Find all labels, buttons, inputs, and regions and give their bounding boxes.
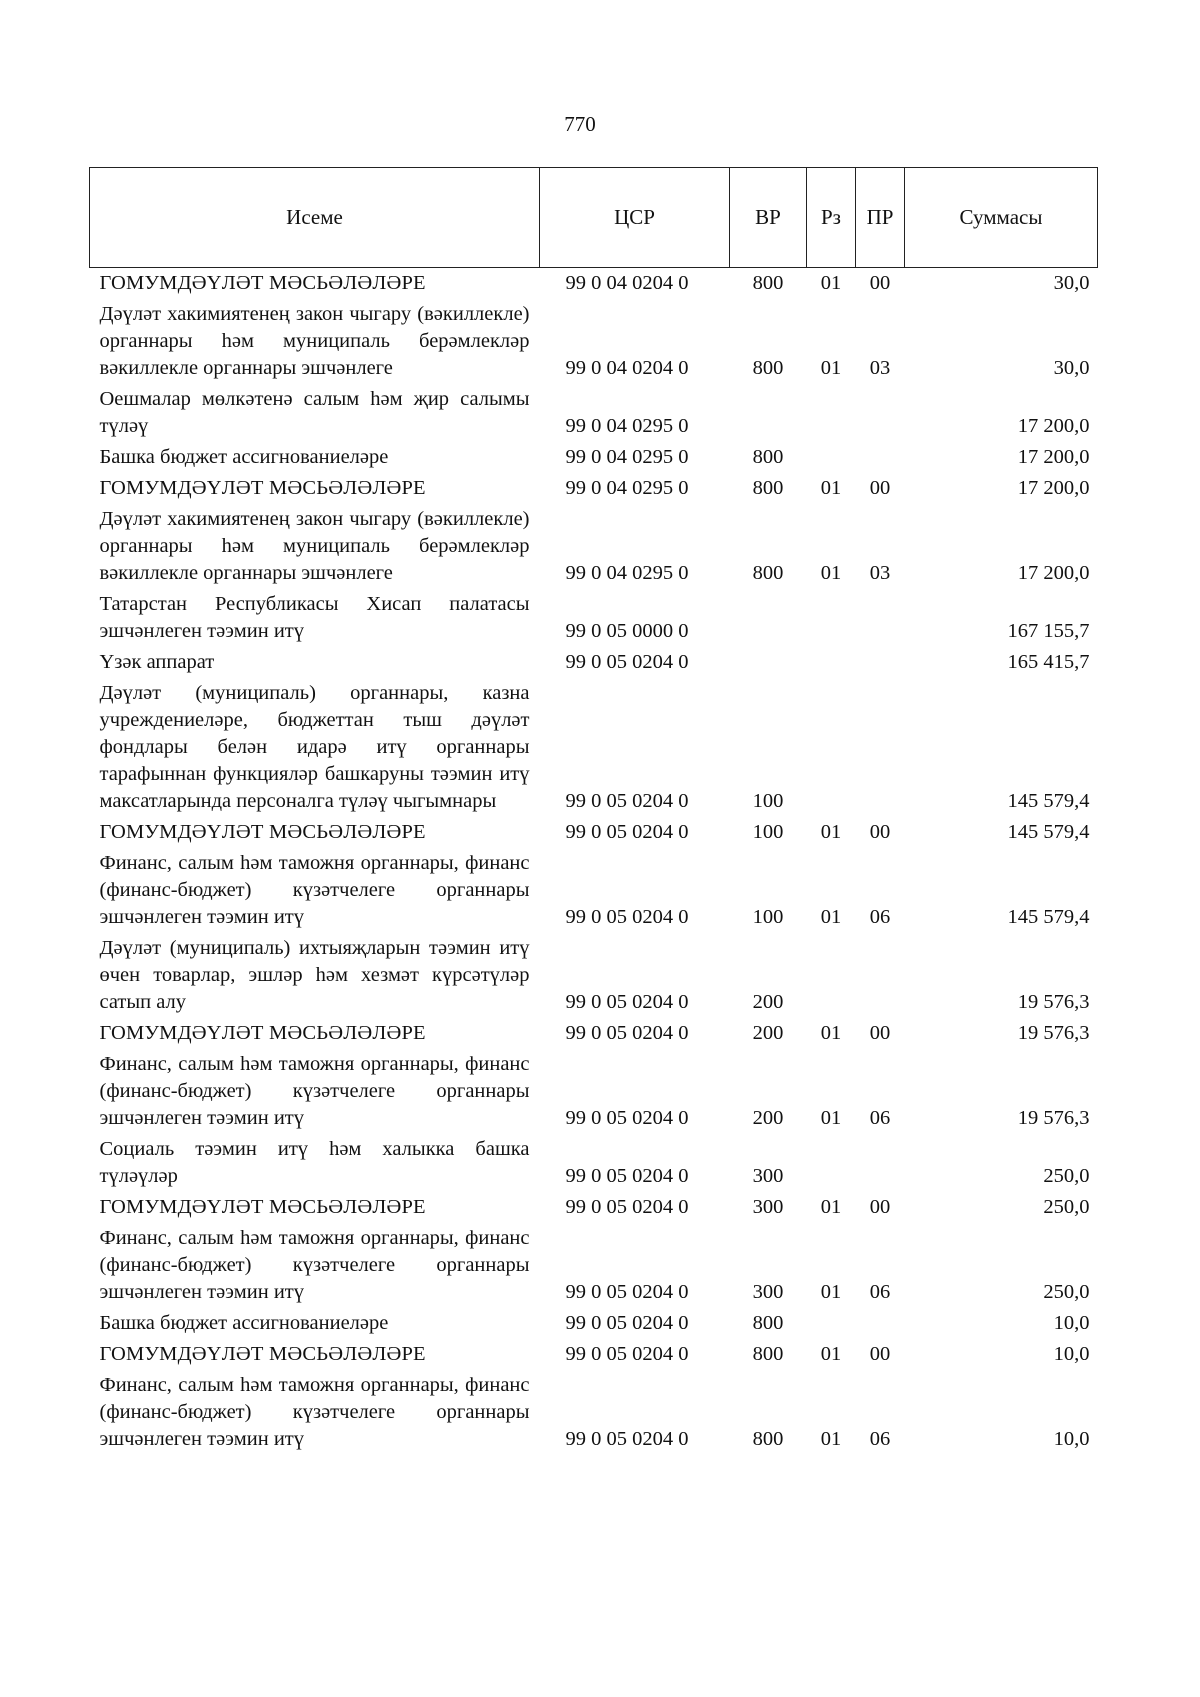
cell-pr: 00: [856, 268, 905, 300]
cell-sum: 10,0: [1053, 1343, 1090, 1365]
table-row: [90, 1308, 1098, 1339]
cell-csr: 99 0 04 0295 0: [565, 477, 689, 499]
cell-vr: 200: [752, 991, 784, 1013]
cell-csr: 99 0 05 0204 0: [565, 1281, 689, 1303]
cell-vr: 300: [752, 1165, 784, 1187]
cell-rz: 01: [820, 562, 842, 584]
cell-rz: [807, 933, 856, 1018]
cell-vr: 300: [752, 1196, 784, 1218]
cell-pr: [856, 1134, 905, 1192]
cell-name: Финанс, салым һәм таможня органнары, финанс (финанс-бюджет) күзәтчелеге органнары эшчәнлеген тәэмин итү: [99, 852, 530, 928]
table-row: [90, 299, 1098, 384]
cell-name: Башка бюджет ассигнованиеләре: [99, 446, 389, 468]
cell-pr: 00: [869, 1022, 891, 1044]
budget-table-container: [89, 167, 1097, 1455]
cell-pr: [856, 589, 905, 647]
cell-rz: 01: [820, 357, 842, 379]
cell-pr: [856, 1308, 905, 1339]
table-row: [90, 589, 1098, 647]
cell-vr: 200: [752, 1107, 784, 1129]
cell-sum: 30,0: [1053, 357, 1090, 379]
cell-name: Үзәк аппарат: [99, 651, 215, 673]
cell-pr: 03: [869, 562, 891, 584]
table-row: [90, 1134, 1098, 1192]
cell-vr: 800: [752, 1428, 784, 1450]
cell-name: Дәүләт хакимиятенең закон чыгару (вәкиллекле) органнары һәм муниципаль берәмлекләр вәкиллекле органнары эшчәнлеге: [99, 508, 530, 584]
cell-rz: 01: [820, 1281, 842, 1303]
cell-sum: 250,0: [1043, 1281, 1090, 1303]
budget-table: [89, 167, 1098, 1455]
cell-pr: [856, 647, 905, 678]
cell-sum: 17 200,0: [1017, 446, 1090, 468]
cell-rz: 01: [820, 1196, 842, 1218]
cell-pr: 06: [869, 1428, 891, 1450]
cell-csr: 99 0 05 0204 0: [565, 991, 689, 1013]
cell-vr: 800: [752, 562, 784, 584]
cell-name: ГОМУМДӘҮЛӘТ МӘСЬӘЛӘЛӘРЕ: [99, 1022, 426, 1044]
header-csr: ЦСР: [540, 168, 730, 268]
cell-csr: 99 0 05 0204 0: [565, 790, 689, 812]
cell-vr: [730, 384, 807, 442]
cell-pr: 03: [869, 357, 891, 379]
cell-pr: 00: [869, 1343, 891, 1365]
header-vr: ВР: [730, 168, 807, 268]
cell-vr: 800: [752, 357, 784, 379]
cell-csr: 99 0 04 0204 0: [540, 268, 730, 300]
cell-rz: [807, 678, 856, 817]
cell-pr: 06: [869, 1281, 891, 1303]
cell-vr: 800: [752, 1343, 784, 1365]
cell-name: Оешмалар мөлкәтенә салым һәм җир салымы түләү: [99, 388, 530, 437]
table-body: [90, 268, 1098, 1456]
cell-sum: 19 576,3: [1017, 1022, 1090, 1044]
table-row: [90, 647, 1098, 678]
cell-name: Финанс, салым һәм таможня органнары, финанс (финанс-бюджет) күзәтчелеге органнары эшчәнлеген тәэмин итү: [99, 1053, 530, 1129]
cell-sum: 250,0: [1043, 1196, 1090, 1218]
cell-csr: 99 0 05 0000 0: [565, 620, 689, 642]
cell-pr: 00: [869, 821, 891, 843]
cell-vr: 800: [752, 477, 784, 499]
page-number: 770: [564, 112, 596, 136]
table-row: [90, 848, 1098, 933]
table-row: [90, 268, 1098, 300]
cell-name: Социаль тәэмин итү һәм халыкка башка түләүләр: [99, 1138, 530, 1187]
table-row: [90, 1370, 1098, 1455]
cell-rz: [807, 589, 856, 647]
table-row: [90, 473, 1098, 504]
cell-vr: 100: [752, 821, 784, 843]
table-header: [90, 168, 1098, 268]
cell-pr: [856, 933, 905, 1018]
cell-rz: 01: [820, 821, 842, 843]
cell-csr: 99 0 05 0204 0: [565, 1107, 689, 1129]
header-name: Исеме: [90, 168, 540, 268]
cell-sum: 19 576,3: [1017, 991, 1090, 1013]
cell-name: Башка бюджет ассигнованиеләре: [99, 1312, 389, 1334]
cell-vr: 200: [752, 1022, 784, 1044]
cell-sum: 145 579,4: [1007, 906, 1090, 928]
cell-vr: 800: [752, 446, 784, 468]
cell-pr: [856, 678, 905, 817]
cell-rz: [807, 442, 856, 473]
cell-rz: 01: [820, 906, 842, 928]
cell-csr: 99 0 05 0204 0: [565, 1165, 689, 1187]
cell-pr: 06: [869, 1107, 891, 1129]
cell-vr: 300: [752, 1281, 784, 1303]
cell-rz: [807, 1308, 856, 1339]
cell-rz: 01: [820, 1022, 842, 1044]
cell-pr: 00: [869, 1196, 891, 1218]
cell-name: ГОМУМДӘҮЛӘТ МӘСЬӘЛӘЛӘРЕ: [99, 1343, 426, 1365]
cell-csr: 99 0 05 0204 0: [565, 1428, 689, 1450]
header-sum: Суммасы: [905, 168, 1098, 268]
table-row: [90, 1223, 1098, 1308]
cell-name: ГОМУМДӘҮЛӘТ МӘСЬӘЛӘЛӘРЕ: [99, 1196, 426, 1218]
cell-csr: 99 0 05 0204 0: [565, 1196, 689, 1218]
table-row: [90, 678, 1098, 817]
cell-sum: 250,0: [1043, 1165, 1090, 1187]
cell-rz: 01: [820, 477, 842, 499]
table-row: [90, 933, 1098, 1018]
header-pr: ПР: [856, 168, 905, 268]
cell-rz: [807, 1134, 856, 1192]
cell-csr: 99 0 04 0295 0: [565, 562, 689, 584]
cell-sum: 10,0: [1053, 1428, 1090, 1450]
cell-name: Дәүләт (муниципаль) органнары, казна учреждениеләре, бюджеттан тыш дәүләт фондлары белән идарә итү органнары тарафыннан функцияләр башкаруны тәэмин итү максатларында персоналга түләү чыгымнары: [99, 682, 530, 812]
cell-vr: 800: [730, 268, 807, 300]
cell-csr: 99 0 05 0204 0: [565, 651, 689, 673]
cell-vr: [730, 647, 807, 678]
cell-name: Финанс, салым һәм таможня органнары, финанс (финанс-бюджет) күзәтчелеге органнары эшчәнлеген тәэмин итү: [99, 1227, 530, 1303]
cell-sum: 17 200,0: [1017, 415, 1090, 437]
table-row: [90, 504, 1098, 589]
table-row: [90, 1049, 1098, 1134]
cell-pr: 00: [869, 477, 891, 499]
header-rz: Рз: [807, 168, 856, 268]
cell-pr: [856, 384, 905, 442]
cell-sum: 17 200,0: [1017, 477, 1090, 499]
cell-csr: 99 0 04 0295 0: [565, 446, 689, 468]
cell-name: ГОМУМДӘҮЛӘТ МӘСЬӘЛӘЛӘРЕ: [90, 268, 540, 300]
cell-name: Финанс, салым һәм таможня органнары, финанс (финанс-бюджет) күзәтчелеге органнары эшчәнлеген тәэмин итү: [99, 1374, 530, 1450]
cell-sum: 10,0: [1053, 1312, 1090, 1334]
cell-name: Дәүләт хакимиятенең закон чыгару (вәкиллекле) органнары һәм муниципаль берәмлекләр вәкиллекле органнары эшчәнлеге: [99, 303, 530, 379]
cell-sum: 145 579,4: [1007, 821, 1090, 843]
table-row: [90, 1339, 1098, 1370]
cell-rz: 01: [807, 268, 856, 300]
cell-csr: 99 0 05 0204 0: [565, 1343, 689, 1365]
cell-rz: 01: [820, 1107, 842, 1129]
cell-pr: 06: [869, 906, 891, 928]
cell-name: Татарстан Республикасы Хисап палатасы эшчәнлеген тәэмин итү: [99, 593, 530, 642]
table-row: [90, 384, 1098, 442]
cell-rz: [807, 384, 856, 442]
cell-sum: 145 579,4: [1007, 790, 1090, 812]
table-row: [90, 1018, 1098, 1049]
cell-sum: 165 415,7: [1007, 651, 1090, 673]
cell-rz: 01: [820, 1428, 842, 1450]
table-row: [90, 817, 1098, 848]
table-row: [90, 1192, 1098, 1223]
cell-sum: 19 576,3: [1017, 1107, 1090, 1129]
cell-sum: 30,0: [905, 268, 1098, 300]
cell-name: Дәүләт (муниципаль) ихтыяҗларын тәэмин итү өчен товарлар, эшләр һәм хезмәт күрсәтүләр сатып алу: [99, 937, 530, 1013]
cell-csr: 99 0 05 0204 0: [565, 906, 689, 928]
cell-name: ГОМУМДӘҮЛӘТ МӘСЬӘЛӘЛӘРЕ: [99, 477, 426, 499]
cell-vr: 100: [752, 790, 784, 812]
cell-vr: [730, 589, 807, 647]
cell-csr: 99 0 05 0204 0: [565, 1022, 689, 1044]
table-row: [90, 442, 1098, 473]
cell-csr: 99 0 05 0204 0: [565, 821, 689, 843]
cell-sum: 17 200,0: [1017, 562, 1090, 584]
cell-rz: [807, 647, 856, 678]
cell-csr: 99 0 05 0204 0: [565, 1312, 689, 1334]
cell-csr: 99 0 04 0204 0: [565, 357, 689, 379]
cell-vr: 100: [752, 906, 784, 928]
cell-csr: 99 0 04 0295 0: [565, 415, 689, 437]
cell-sum: 167 155,7: [1007, 620, 1090, 642]
cell-name: ГОМУМДӘҮЛӘТ МӘСЬӘЛӘЛӘРЕ: [99, 821, 426, 843]
cell-pr: [856, 442, 905, 473]
cell-vr: 800: [752, 1312, 784, 1334]
cell-rz: 01: [820, 1343, 842, 1365]
